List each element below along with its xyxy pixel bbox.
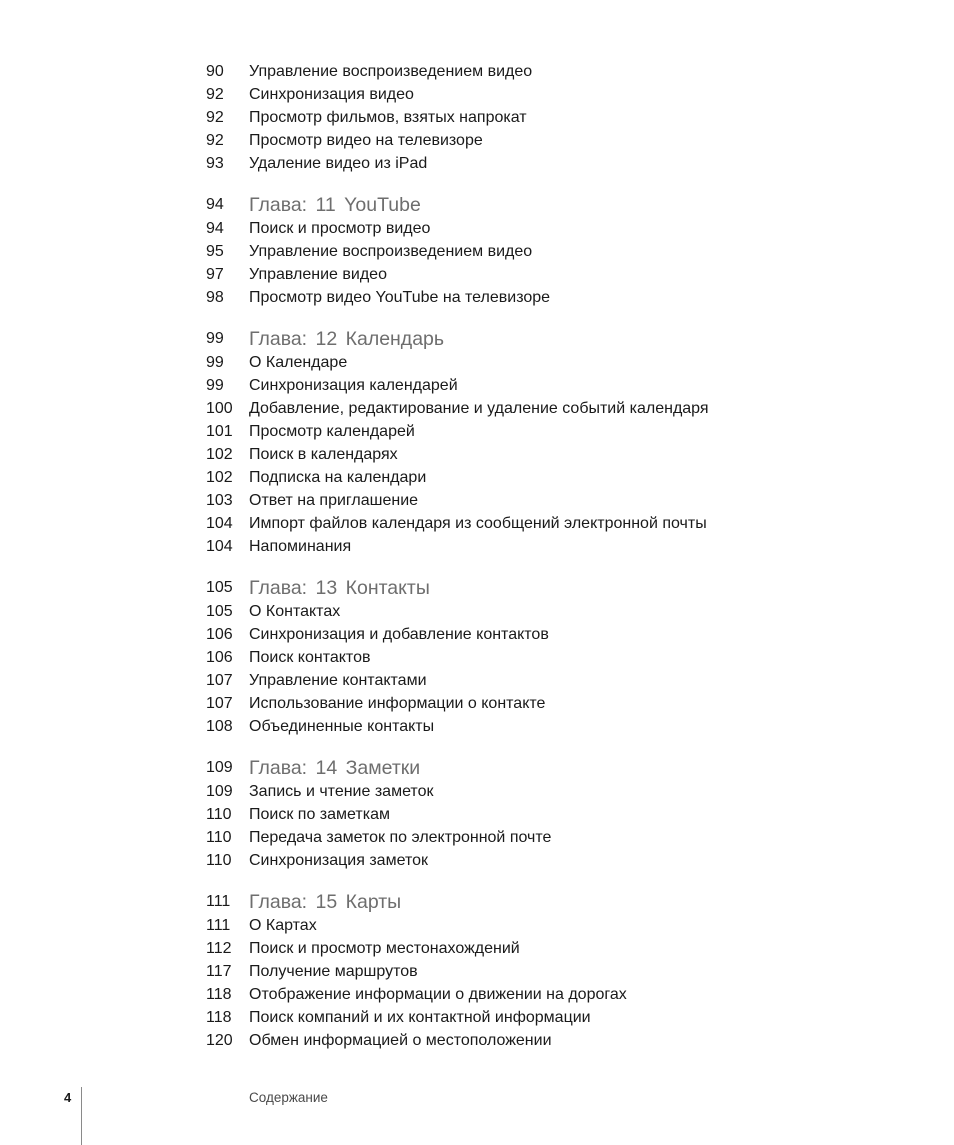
toc-page-number: 118 bbox=[206, 986, 232, 1003]
toc-entry[interactable] bbox=[0, 623, 954, 646]
toc-entry[interactable] bbox=[0, 217, 954, 240]
toc-entry-title: Поиск компаний и их контактной информации bbox=[249, 1009, 591, 1026]
toc-page-number: 92 bbox=[206, 132, 224, 149]
toc-entry-title: Поиск и просмотр видео bbox=[249, 220, 431, 237]
toc-entry[interactable] bbox=[0, 600, 954, 623]
toc-entry-title: Управление воспроизведением видео bbox=[249, 243, 533, 260]
toc-entry-title: Просмотр фильмов, взятых напрокат bbox=[249, 109, 527, 126]
toc-entry-title: Просмотр видео YouTube на телевизоре bbox=[249, 289, 551, 306]
toc-page-number: 110 bbox=[206, 852, 232, 869]
toc-entry[interactable] bbox=[0, 1006, 954, 1029]
toc-entry[interactable] bbox=[0, 374, 954, 397]
toc-entry-title: Управление видео bbox=[249, 266, 387, 283]
toc-entry[interactable] bbox=[0, 535, 954, 558]
toc-entry[interactable] bbox=[0, 397, 954, 420]
toc-chapter-title: Глава: 11 YouTube bbox=[249, 194, 421, 216]
toc-entry[interactable] bbox=[0, 715, 954, 738]
toc-page-number: 99 bbox=[206, 354, 224, 371]
toc-entry[interactable] bbox=[0, 152, 954, 175]
toc-entry[interactable] bbox=[0, 646, 954, 669]
toc-entry[interactable] bbox=[0, 466, 954, 489]
toc-entry[interactable] bbox=[0, 263, 954, 286]
toc-entry[interactable] bbox=[0, 849, 954, 872]
toc-entry[interactable] bbox=[0, 240, 954, 263]
toc-entry-title: Синхронизация заметок bbox=[249, 852, 428, 869]
toc-entry-title: Подписка на календари bbox=[249, 469, 427, 486]
toc-entry[interactable] bbox=[0, 914, 954, 937]
toc-page-number: 111 bbox=[206, 893, 231, 910]
toc-page-number: 101 bbox=[206, 423, 233, 440]
table-of-contents bbox=[0, 60, 954, 1052]
toc-entry-title: О Контактах bbox=[249, 603, 341, 620]
toc-entry-title: Поиск по заметкам bbox=[249, 806, 390, 823]
toc-page-number: 107 bbox=[206, 695, 233, 712]
toc-entry[interactable] bbox=[0, 106, 954, 129]
footer-section-title: Содержание bbox=[249, 1090, 328, 1105]
toc-entry-title: Добавление, редактирование и удаление событий календаря bbox=[249, 400, 709, 417]
toc-page-number: 94 bbox=[206, 220, 224, 237]
toc-page-number: 90 bbox=[206, 63, 224, 80]
toc-entry[interactable] bbox=[0, 129, 954, 152]
toc-page-number: 120 bbox=[206, 1032, 233, 1049]
toc-page-number: 104 bbox=[206, 538, 233, 555]
toc-entry[interactable] bbox=[0, 351, 954, 374]
toc-chapter-heading[interactable] bbox=[0, 756, 954, 780]
toc-entry-title: Управление воспроизведением видео bbox=[249, 63, 533, 80]
toc-page-number: 102 bbox=[206, 446, 233, 463]
toc-entry[interactable] bbox=[0, 826, 954, 849]
toc-entry-title: Получение маршрутов bbox=[249, 963, 418, 980]
toc-page-number: 100 bbox=[206, 400, 233, 417]
toc-entry-title: Поиск контактов bbox=[249, 649, 371, 666]
toc-entry-title: Использование информации о контакте bbox=[249, 695, 546, 712]
toc-page-number: 118 bbox=[206, 1009, 232, 1026]
toc-entry-title: Ответ на приглашение bbox=[249, 492, 419, 509]
toc-chapter-title: Глава: 14 Заметки bbox=[249, 757, 421, 779]
toc-page-number: 99 bbox=[206, 330, 224, 347]
toc-page-number: 92 bbox=[206, 86, 224, 103]
toc-page-number: 108 bbox=[206, 718, 233, 735]
toc-page-number: 93 bbox=[206, 155, 224, 172]
toc-entry[interactable] bbox=[0, 669, 954, 692]
toc-page-number: 109 bbox=[206, 783, 233, 800]
toc-page-number: 107 bbox=[206, 672, 233, 689]
toc-entry[interactable] bbox=[0, 443, 954, 466]
toc-entry[interactable] bbox=[0, 83, 954, 106]
toc-page-number: 102 bbox=[206, 469, 233, 486]
toc-page-number: 103 bbox=[206, 492, 233, 509]
toc-entry[interactable] bbox=[0, 60, 954, 83]
toc-entry[interactable] bbox=[0, 803, 954, 826]
toc-page-number: 92 bbox=[206, 109, 224, 126]
toc-page-number: 105 bbox=[206, 579, 233, 596]
toc-page-number: 112 bbox=[206, 940, 232, 957]
toc-entry[interactable] bbox=[0, 937, 954, 960]
toc-entry-title: Синхронизация видео bbox=[249, 86, 414, 103]
toc-page-number: 105 bbox=[206, 603, 233, 620]
toc-entry-title: Обмен информацией о местоположении bbox=[249, 1032, 552, 1049]
toc-entry-title: О Календаре bbox=[249, 354, 348, 371]
toc-entry-title: Отображение информации о движении на дорогах bbox=[249, 986, 627, 1003]
toc-entry[interactable] bbox=[0, 983, 954, 1006]
toc-chapter-title: Глава: 12 Календарь bbox=[249, 328, 445, 350]
toc-entry[interactable] bbox=[0, 692, 954, 715]
toc-page-number: 110 bbox=[206, 829, 232, 846]
toc-page-number: 94 bbox=[206, 196, 224, 213]
toc-entry-title: Просмотр календарей bbox=[249, 423, 415, 440]
toc-entry[interactable] bbox=[0, 960, 954, 983]
toc-page-number: 95 bbox=[206, 243, 224, 260]
footer-page-number: 4 bbox=[64, 1090, 72, 1105]
toc-entry-title: Синхронизация и добавление контактов bbox=[249, 626, 549, 643]
toc-entry[interactable] bbox=[0, 512, 954, 535]
footer-divider bbox=[81, 1087, 82, 1145]
toc-page-number: 117 bbox=[206, 963, 232, 980]
toc-entry[interactable] bbox=[0, 420, 954, 443]
toc-entry-title: Просмотр видео на телевизоре bbox=[249, 132, 483, 149]
toc-page-number: 110 bbox=[206, 806, 232, 823]
toc-chapter-heading[interactable] bbox=[0, 193, 954, 217]
toc-entry-title: Синхронизация календарей bbox=[249, 377, 458, 394]
toc-chapter-heading[interactable] bbox=[0, 327, 954, 351]
toc-entry-title: О Картах bbox=[249, 917, 317, 934]
toc-chapter-title: Глава: 13 Контакты bbox=[249, 577, 430, 599]
toc-entry-title: Поиск в календарях bbox=[249, 446, 398, 463]
toc-entry-title: Удаление видео из iPad bbox=[249, 155, 428, 172]
toc-page-number: 109 bbox=[206, 759, 233, 776]
toc-page-number: 99 bbox=[206, 377, 224, 394]
toc-page-number: 98 bbox=[206, 289, 224, 306]
toc-page-number: 111 bbox=[206, 917, 231, 934]
toc-entry-title: Импорт файлов календаря из сообщений электронной почты bbox=[249, 515, 707, 532]
toc-chapter-heading[interactable] bbox=[0, 890, 954, 914]
toc-entry[interactable] bbox=[0, 489, 954, 512]
toc-page-number: 106 bbox=[206, 649, 233, 666]
toc-page-number: 106 bbox=[206, 626, 233, 643]
toc-entry[interactable] bbox=[0, 286, 954, 309]
toc-entry-title: Объединенные контакты bbox=[249, 718, 435, 735]
toc-entry-title: Запись и чтение заметок bbox=[249, 783, 434, 800]
toc-page-number: 97 bbox=[206, 266, 224, 283]
toc-entry[interactable] bbox=[0, 780, 954, 803]
toc-entry-title: Напоминания bbox=[249, 538, 352, 555]
toc-entry-title: Управление контактами bbox=[249, 672, 427, 689]
toc-entry-title: Поиск и просмотр местонахождений bbox=[249, 940, 520, 957]
toc-page-number: 104 bbox=[206, 515, 233, 532]
toc-chapter-title: Глава: 15 Карты bbox=[249, 891, 402, 913]
toc-chapter-heading[interactable] bbox=[0, 576, 954, 600]
toc-entry[interactable] bbox=[0, 1029, 954, 1052]
toc-entry-title: Передача заметок по электронной почте bbox=[249, 829, 552, 846]
